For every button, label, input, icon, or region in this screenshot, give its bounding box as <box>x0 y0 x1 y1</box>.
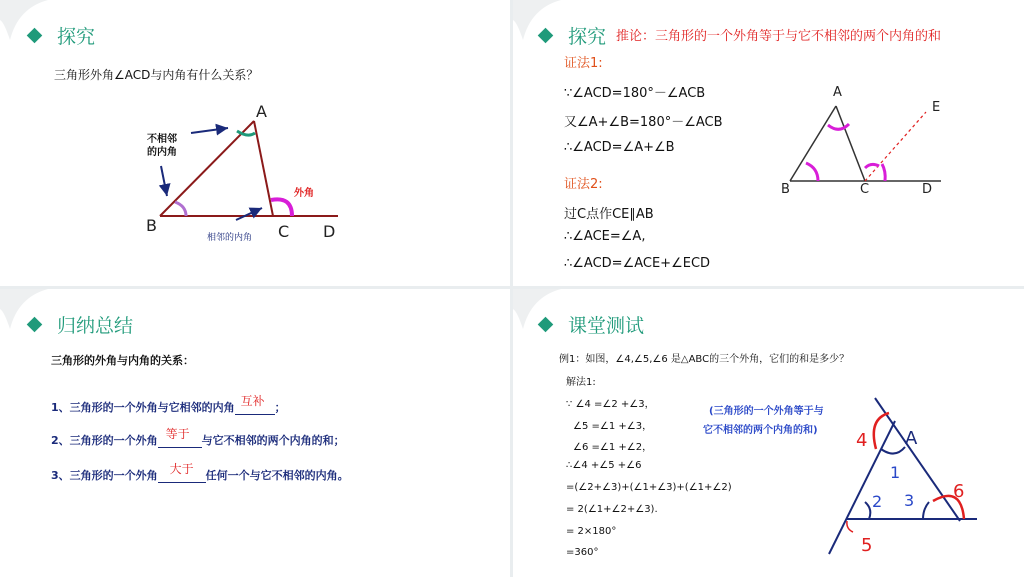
item-text: ； <box>274 401 286 414</box>
label-d: D <box>323 222 336 241</box>
exterior-angle-arc <box>271 199 292 216</box>
angle-2-arc <box>865 502 870 519</box>
label-6: 6 <box>953 481 965 502</box>
label-a: A <box>905 428 918 449</box>
solution-step: ∠5 =∠1 +∠3， <box>573 421 653 432</box>
label-2: 2 <box>872 492 883 511</box>
label-4: 4 <box>856 430 868 451</box>
label-e: E <box>932 100 941 115</box>
answer-text: 互补 <box>240 394 265 408</box>
angle-1-arc <box>881 447 905 454</box>
proof-2-heading: 证法2: <box>564 177 603 192</box>
proof-2-line: ∴∠ACD=∠ACE+∠ECD <box>564 256 711 271</box>
arrow-to-b <box>161 166 167 196</box>
solution-heading: 解法1: <box>566 377 596 388</box>
angle-3-arc <box>923 502 929 519</box>
note-line-2: 它不相邻的两个内角的和) <box>703 425 818 436</box>
non-adjacent-label-1: 不相邻 <box>147 134 177 145</box>
label-5: 5 <box>861 535 873 556</box>
label-c: C <box>860 182 870 197</box>
proof-1-line: 又∠A+∠B=180°－∠ACB <box>564 115 723 130</box>
solution-step: ∠6 =∠1 +∠2， <box>573 442 653 453</box>
solution-step: =360° <box>566 547 599 558</box>
angle-ecd-arc <box>882 164 885 181</box>
label-d: D <box>922 182 933 197</box>
label-1: 1 <box>890 463 901 482</box>
angle-b-arc <box>806 163 818 181</box>
summary-heading: 三角形的外角与内角的关系： <box>51 354 194 367</box>
angle-4-arc <box>874 413 889 449</box>
quiz-triangle-figure <box>513 289 1024 577</box>
label-b: B <box>781 182 790 197</box>
label-a: A <box>256 102 267 121</box>
corollary-text: 推论：三角形的一个外角等于与它不相邻的两个内角的和 <box>616 29 942 44</box>
arrow-to-a <box>191 128 228 133</box>
label-3: 3 <box>904 491 915 510</box>
slide-title: 课堂测试 <box>568 315 645 337</box>
angle-5-arc <box>847 521 853 532</box>
question-text: 三角形外角∠ACD与内角有什么关系？ <box>54 68 259 82</box>
summary-item <box>51 394 286 415</box>
answer-text: 等于 <box>165 427 190 441</box>
triangle-figure <box>513 0 1024 286</box>
summary-item <box>51 427 345 448</box>
answer-text: 大于 <box>169 462 194 476</box>
slide-title: 探究 <box>568 26 607 48</box>
slide-explore-1 <box>0 0 510 286</box>
answer-blank <box>158 462 206 483</box>
item-text: 3、三角形的一个外角 <box>51 469 158 482</box>
adjacent-angle-label: 相邻的内角 <box>207 233 253 243</box>
slide-title: 探究 <box>57 26 96 48</box>
proof-2-line: 过C点作CE∥AB <box>564 207 654 222</box>
summary-item <box>51 462 349 483</box>
example-question: 例1：如图，∠4,∠5,∠6 是△ABC的三个外角，它们的和是多少？ <box>559 354 850 365</box>
extended-side-1 <box>875 398 960 521</box>
item-text: 1、三角形的一个外角与它相邻的内角 <box>51 401 235 414</box>
solution-step: ∴∠4 +∠5 +∠6 <box>566 460 642 471</box>
item-text: 任何一个与它不相邻的内角。 <box>205 469 349 482</box>
exterior-angle-label: 外角 <box>294 188 314 199</box>
side-ac <box>254 121 273 216</box>
slide-quiz <box>513 289 1024 577</box>
proof-2-line: ∴∠ACE=∠A, <box>564 229 646 244</box>
solution-step: = 2×180° <box>566 526 617 537</box>
arrow-to-c <box>236 208 262 220</box>
solution-step: ∵ ∠4 =∠2 +∠3， <box>566 399 655 410</box>
non-adjacent-label-2: 的内角 <box>147 147 177 158</box>
answer-blank <box>235 394 275 415</box>
parallel-ce-line <box>865 112 926 181</box>
angle-b-arc <box>175 202 186 216</box>
side-ac <box>836 106 865 181</box>
label-b: B <box>146 216 157 235</box>
solution-step: =(∠2+∠3)+(∠1+∠3)+(∠1+∠2) <box>566 482 732 493</box>
slide-summary <box>0 289 510 577</box>
triangle-figure <box>0 0 510 286</box>
item-text: 2、三角形的一个外角 <box>51 434 158 447</box>
answer-blank <box>158 427 202 448</box>
proof-1-heading: 证法1: <box>564 56 603 71</box>
solution-step: = 2(∠1+∠2+∠3). <box>566 504 658 515</box>
angle-a-arc <box>828 124 849 129</box>
note-line-1: (三角形的一个外角等于与 <box>709 406 824 417</box>
item-text: 与它不相邻的两个内角的和； <box>201 434 345 447</box>
slide-title: 归纳总结 <box>57 315 134 337</box>
label-c: C <box>278 222 290 241</box>
proof-1-line: ∵∠ACD=180°－∠ACB <box>564 86 706 101</box>
slide-explore-2 <box>513 0 1024 286</box>
label-a: A <box>833 85 842 100</box>
proof-1-line: ∴∠ACD=∠A+∠B <box>564 140 675 155</box>
